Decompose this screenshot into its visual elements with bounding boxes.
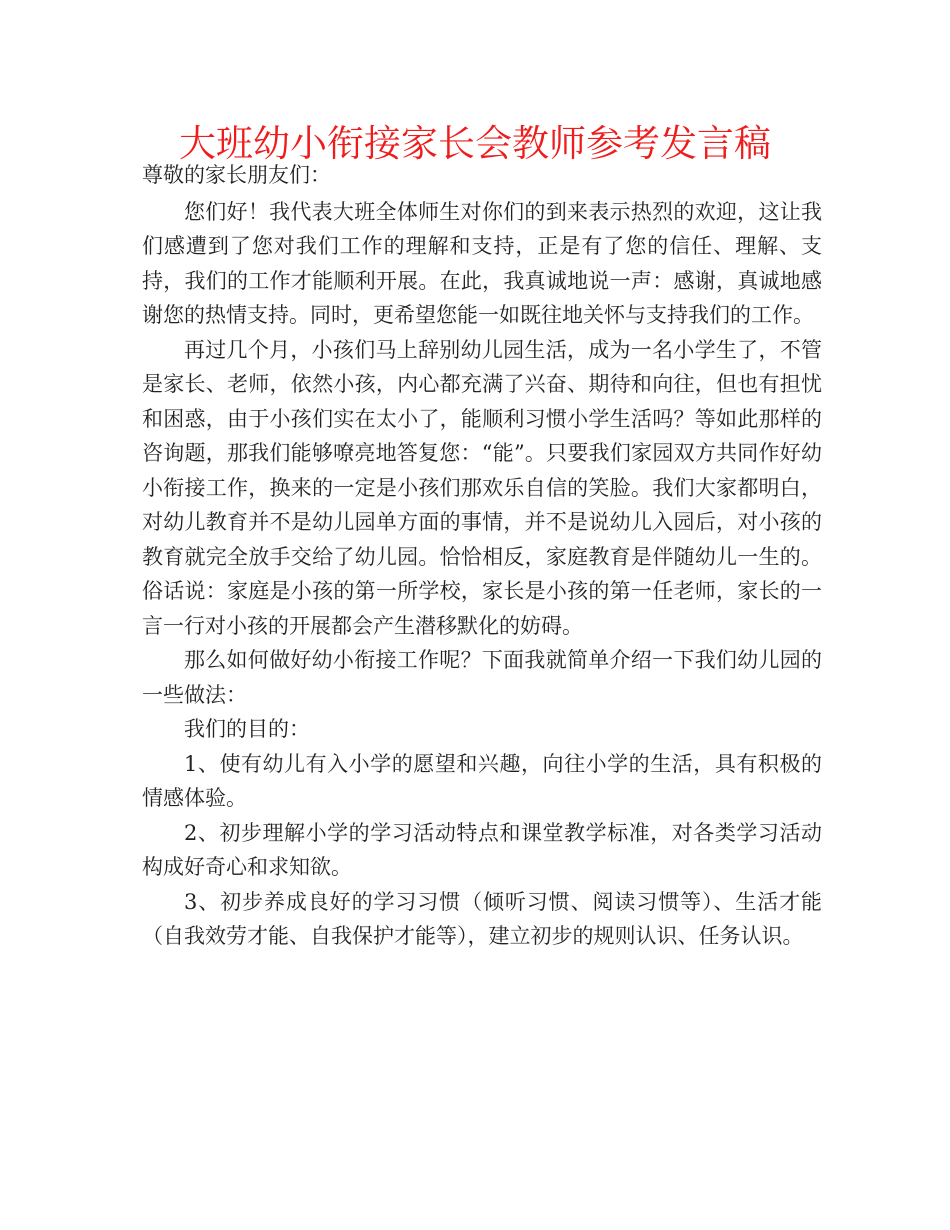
paragraph-goal-1: 1、使有幼儿有入小学的愿望和兴趣，向往小学的生活，具有积极的情感体验。 bbox=[142, 751, 822, 810]
paragraph-transition: 再过几个月，小孩们马上辞别幼儿园生活，成为一名小学生了，不管是家长、老师，依然小孩，内心都充满了兴奋、期待和向往，但也有担忧和困惑，由于小孩们实在太小了，能顺利习惯小学生活吗？等如此那样的咨询题，那我们能够嘹亮地答复您：“能”。只要我们家园双方共同作好幼小衔接工作，换来的一定是小孩们那欢乐自信的笑脸。我们大家都明白，对幼儿教育并不是幼儿园单方面的事情，并不是说幼儿入园后，对小孩的教育就完全放手交给了幼儿园。恰恰相反，家庭教育是伴随幼儿一生的。俗话说：家庭是小孩的第一所学校，家长是小孩的第一任老师，家长的一言一行对小孩的开展都会产生潜移默化的妨碍。 bbox=[142, 337, 822, 638]
document-title: 大班幼小衔接家长会教师参考发言稿 bbox=[179, 122, 771, 165]
paragraph-goal-2: 2、初步理解小学的学习活动特点和课堂教学标准，对各类学习活动构成好奇心和求知欲。 bbox=[142, 820, 822, 879]
paragraph-goal-3: 3、初步养成良好的学习习惯（倾听习惯、阅读习惯等）、生活才能（自我效劳才能、自我保护才能等），建立初步的规则认识、任务认识。 bbox=[142, 889, 822, 948]
paragraph-goals-heading: 我们的目的： bbox=[184, 717, 310, 741]
document-body bbox=[142, 158, 822, 954]
paragraph-how-to: 那么如何做好幼小衔接工作呢？下面我就简单介绍一下我们幼儿园的一些做法： bbox=[142, 648, 822, 707]
paragraph-welcome: 您们好！我代表大班全体师生对你们的到来表示热烈的欢迎，这让我们感遭到了您对我们工作的理解和支持，正是有了您的信任、理解、支持，我们的工作才能顺利开展。在此，我真诚地说一声：感谢，真诚地感谢您的热情支持。同时，更希望您能一如既往地关怀与支持我们的工作。 bbox=[142, 199, 822, 327]
salutation: 尊敬的家长朋友们： bbox=[142, 163, 331, 187]
